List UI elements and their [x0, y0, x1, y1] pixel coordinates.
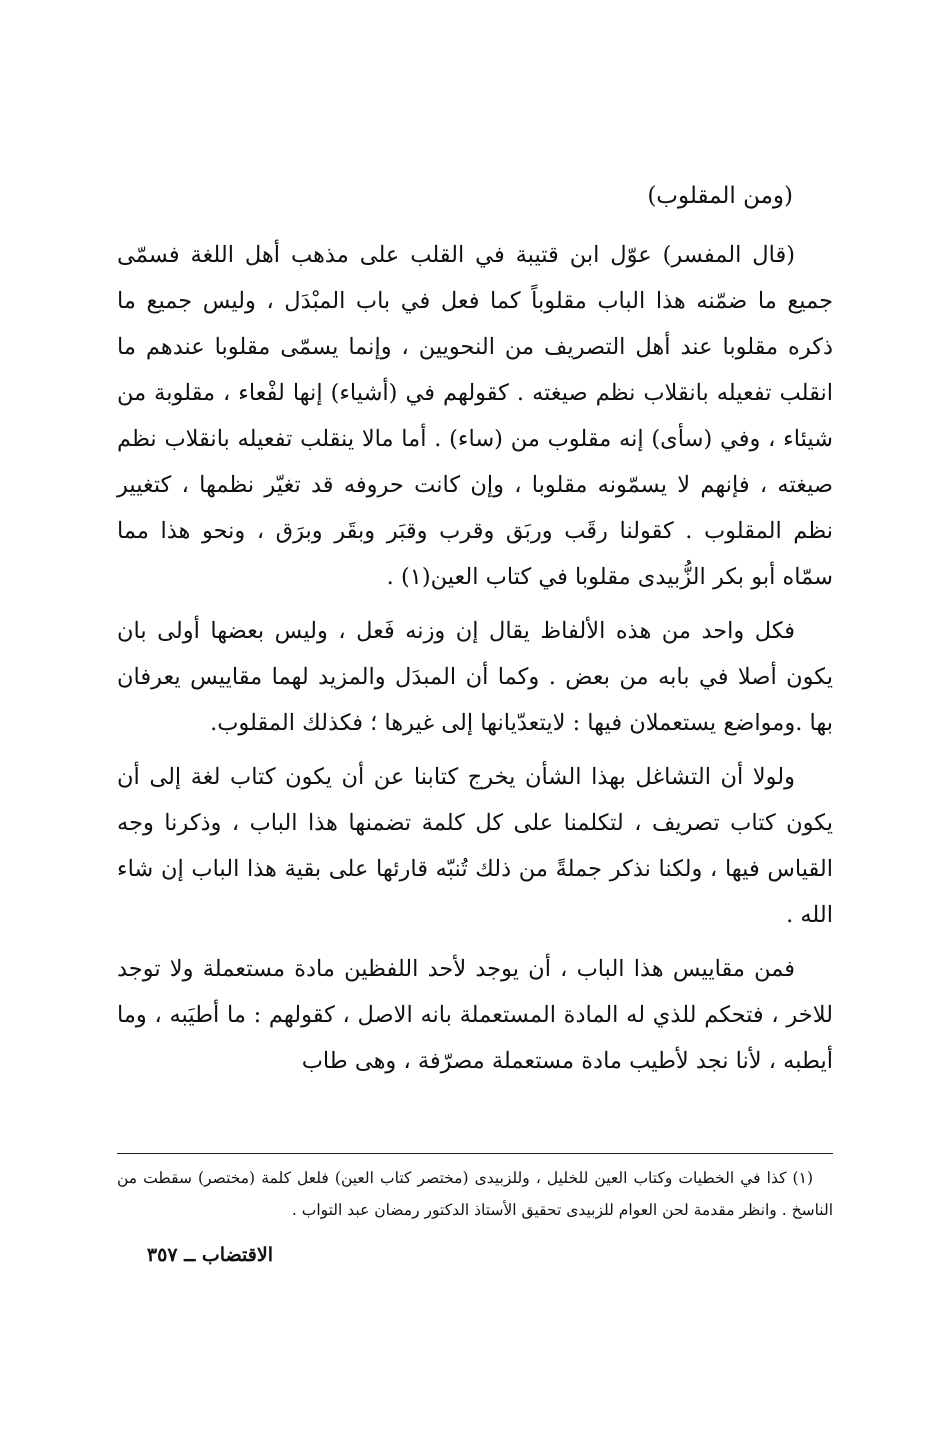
paragraph-4: فمن مقاييس هذا الباب ، أن يوجد لأحد اللفظين مادة مستعملة ولا توجد للاخر ، فتحكم للذي له المادة المستعملة بانه الاصل ، كقولهم : ما أطيَبه ، وما أيطبه ، لأنا نجد لأطيب مادة مستعملة مصرّفة ، وهى طاب [117, 956, 833, 1074]
section-heading: (ومن المقلوب) [647, 183, 793, 209]
page-footer: الاقتضاب ــ ٣٥٧ [146, 1244, 273, 1266]
main-text [117, 232, 833, 1092]
paragraph-3: ولولا أن التشاغل بهذا الشأن يخرج كتابنا عن أن يكون كتاب لغة إلى أن يكون كتاب تصريف ، لتكلمنا على كل كلمة تضمنها هذا الباب ، وذكرنا وجه القياس فيها ، ولكنا نذكر جملةً من ذلك تُنبّه قارئها على بقية هذا الباب إن شاء الله . [117, 764, 833, 928]
footnote-divider [117, 1153, 833, 1154]
paragraph-2: فكل واحد من هذه الألفاظ يقال إن وزنه فَعل ، وليس بعضها أولى بان يكون أصلا في بابه من بعض . وكما أن المبدَل والمزيد لهما مقاييس يعرفان بها .ومواضع يستعملان فيها : لايتعدّيانها إلى غيرها ؛ فكذلك المقلوب. [117, 618, 833, 736]
footnote-text: (١) كذا في الخطيات وكتاب العين للخليل ، وللزبيدى (مختصر كتاب العين) فلعل كلمة (مختصر) سقطت من الناسخ . وانظر مقدمة لحن العوام للزبيدى تحقيق الأستاذ الدكتور رمضان عبد التواب . [117, 1169, 833, 1219]
paragraph-1: (قال المفسر) عوّل ابن قتيبة في القلب على مذهب أهل اللغة فسمّى جميع ما ضمّنه هذا الباب مقلوباً كما فعل في باب المبْدَل ، وليس جميع ما ذكره مقلوبا عند أهل التصريف من النحويين ، وإنما يسمّى مقلوبا عندهم ما انقلب تفعيله بانقلاب نظم صيغته . كقولهم في (أشياء) إنها لفْعاء ، مقلوبة من شيئاء ، وفي (سأى) إنه مقلوب من (ساء) . أما مالا ينقلب تفعيله بانقلاب نظم صيغته ، فإنهم لا يسمّونه مقلوبا ، وإن كانت حروفه قد تغيّر نظمها ، كتغيير نظم المقلوب . كقولنا رقَب وربَق وقرب وقبَر وبقَر وبرَق ، ونحو هذا مما سمّاه أبو بكر الزُّبيدى مقلوبا في كتاب العين(١) . [117, 242, 833, 590]
footnote [117, 1162, 833, 1226]
